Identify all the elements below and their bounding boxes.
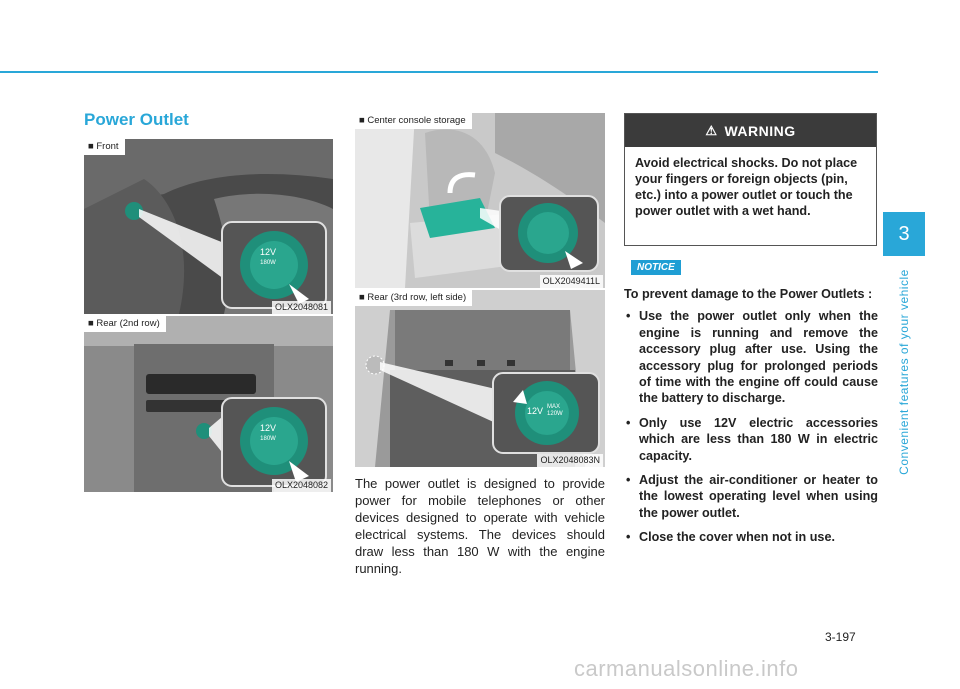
header-rule bbox=[0, 71, 878, 73]
section-title: Power Outlet bbox=[84, 110, 189, 129]
figure-caption: ■ Rear (3rd row, left side) bbox=[355, 290, 472, 306]
figure-code: OLX2048081 bbox=[272, 301, 331, 314]
figure-code: OLX2049411L bbox=[540, 275, 603, 288]
outlet-label bbox=[260, 423, 276, 445]
list-item: • Use the power outlet only when the engine is running and remove the accessory plug after use. Using the accessory plug for prolonged periods of time with the engine off could cause the battery to discharge. bbox=[624, 308, 878, 406]
outlet-voltage: 12V bbox=[527, 406, 544, 416]
notice-content bbox=[624, 286, 878, 554]
rear-2nd-row-photo-illustration bbox=[84, 316, 333, 492]
outlet-max-label: MAX bbox=[547, 404, 561, 410]
notice-badge: NOTICE bbox=[631, 260, 681, 275]
warning-box bbox=[624, 113, 877, 246]
list-item: • Only use 12V electric accessories which are less than 180 W in electric capacity. bbox=[624, 415, 878, 464]
figure-rear-3rd-row bbox=[355, 290, 605, 467]
outlet-max-power: 120W bbox=[547, 411, 563, 417]
outlet-voltage: 12V bbox=[260, 423, 277, 433]
figure-rear-2nd-row bbox=[84, 316, 333, 492]
figure-code: OLX2048083N bbox=[537, 454, 603, 467]
warning-text: Avoid electrical shocks. Do not place your fingers or foreign objects (pin, etc.) into a power outlet or touch the power outlet with a wet hand. bbox=[635, 156, 858, 218]
outlet-label bbox=[260, 247, 276, 269]
center-console-photo-illustration bbox=[355, 113, 605, 288]
warning-title: WARNING bbox=[724, 122, 796, 139]
rear-3rd-row-photo-illustration bbox=[355, 290, 605, 467]
figure-center-console bbox=[355, 113, 605, 288]
list-item: • Adjust the air-conditioner or heater to the lowest operating level when using the power outlet. bbox=[624, 472, 878, 521]
warning-header bbox=[625, 114, 876, 147]
body-paragraph: The power outlet is designed to provide power for mobile telephones or other devices designed to operate with vehicle electrical systems. The devices should draw less than 180 W with the engine running. bbox=[355, 476, 605, 576]
front-photo-illustration bbox=[84, 139, 333, 314]
warning-triangle-icon: ⚠ bbox=[705, 122, 718, 138]
outlet-power: 180W bbox=[260, 436, 276, 442]
figure-code: OLX2048082 bbox=[272, 479, 331, 492]
figure-front bbox=[84, 139, 333, 314]
outlet-power: 180W bbox=[260, 260, 276, 266]
page-number: 3-197 bbox=[825, 630, 856, 644]
outlet-voltage: 12V bbox=[260, 247, 277, 257]
figure-caption: ■ Rear (2nd row) bbox=[84, 316, 166, 332]
watermark: carmanualsonline.info bbox=[574, 656, 799, 681]
notice-list bbox=[624, 308, 878, 545]
outlet-max bbox=[547, 404, 563, 418]
figure-caption: ■ Center console storage bbox=[355, 113, 472, 129]
outlet-label bbox=[527, 404, 563, 418]
list-item: • Close the cover when not in use. bbox=[624, 529, 878, 545]
notice-intro: To prevent damage to the Power Outlets : bbox=[624, 287, 873, 301]
chapter-title: Convenient features of your vehicle bbox=[897, 269, 911, 475]
chapter-tab: 3 bbox=[883, 212, 925, 256]
figure-caption: ■ Front bbox=[84, 139, 125, 155]
